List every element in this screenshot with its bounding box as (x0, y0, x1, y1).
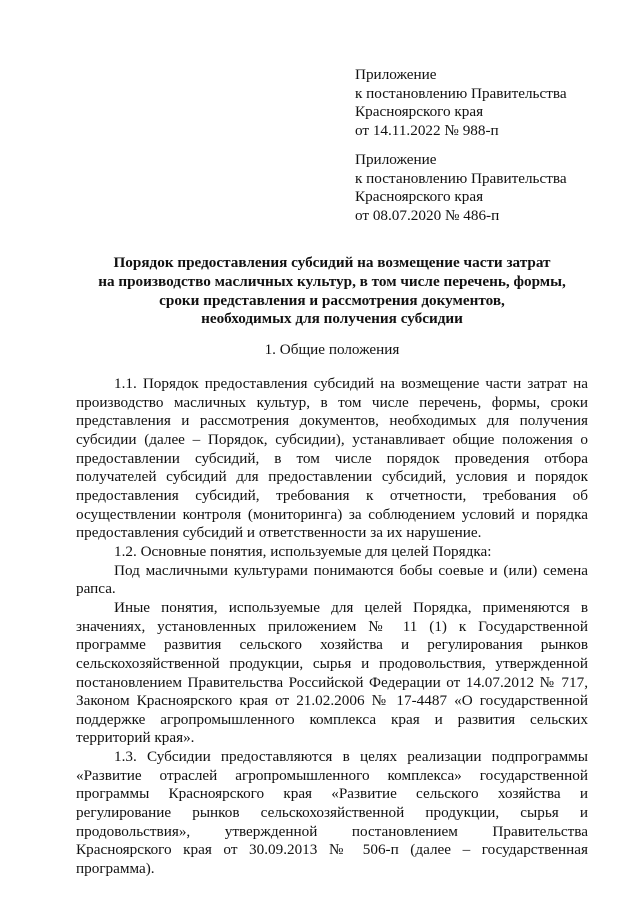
appendix-line: Красноярского края (355, 188, 484, 206)
appendix-line: Приложение (355, 151, 437, 168)
appendix-line: Красноярского края (355, 103, 484, 121)
document-title (76, 254, 588, 329)
paragraph-1-3: 1.3. Субсидии предоставляются в целях реализации подпрограммы «Развитие отраслей агропромышленного комплекса» государственной программы Красноярского края «Развитие сельского хозяйства и регулирование рынков сельскохозяйственной продукции, сырья и продовольствия», утвержденной постановлением Правительства Красноярского края от 30.09.2013 № 506-п (далее – государственная программа). (76, 748, 588, 878)
appendix-block-original (355, 151, 605, 226)
paragraph-1-2-other-terms: Иные понятия, используемые для целей Порядка, применяются в значениях, установленных приложением № 11 (1) к Государственной программе развития сельского хозяйства и регулирования рынков сельскохозяйственной продукции, сырья и продовольствия, утвержденной постановлением Правительства Российской Федерации от 14.07.2012 № 717, Законом Красноярского края от 21.02.2006 № 17-4487 «О государственной поддержке агропромышленного комплекса края и развития сельских территорий края». (76, 598, 588, 747)
section-heading: 1. Общие положения (264, 341, 400, 358)
appendix-line: к постановлению Правительства (355, 84, 567, 102)
appendix-block-current (355, 66, 605, 141)
paragraph-1-2: 1.2. Основные понятия, используемые для целей Порядка: (114, 542, 492, 560)
title-line: необходимых для получения субсидии (201, 310, 463, 328)
appendix-date-line: от 08.07.2020 № 486-п (355, 207, 500, 225)
appendix-date-line: от 14.11.2022 № 988-п (355, 122, 499, 140)
title-line: на производство масличных культур, в том числе перечень, формы, (98, 272, 566, 290)
appendix-line: Приложение (355, 66, 437, 83)
title-line: Порядок предоставления субсидий на возмещение части затрат (113, 254, 551, 271)
paragraph-1-1: 1.1. Порядок предоставления субсидий на возмещение части затрат на производство масличных культур, в том числе перечень, формы, сроки представления и рассмотрения документов, необходимых для получения субсидии (далее – Порядок, субсидии), устанавливает общие положения о предоставлении субсидий, в том числе порядок проведения отбора получателей субсидий для предоставлении субсидий, условия и порядок предоставления субсидий, требования к отчетности, требования об осуществлении контроля (мониторинга) за соблюдением условий и порядка предоставления субсидий и ответственности за их нарушение. (76, 375, 588, 542)
paragraph-1-2-definition: Под масличными культурами понимаются бобы соевые и (или) семена рапса. (76, 561, 588, 598)
title-line: сроки представления и рассмотрения документов, (159, 291, 505, 309)
appendix-line: к постановлению Правительства (355, 169, 567, 187)
document-body (76, 375, 588, 879)
